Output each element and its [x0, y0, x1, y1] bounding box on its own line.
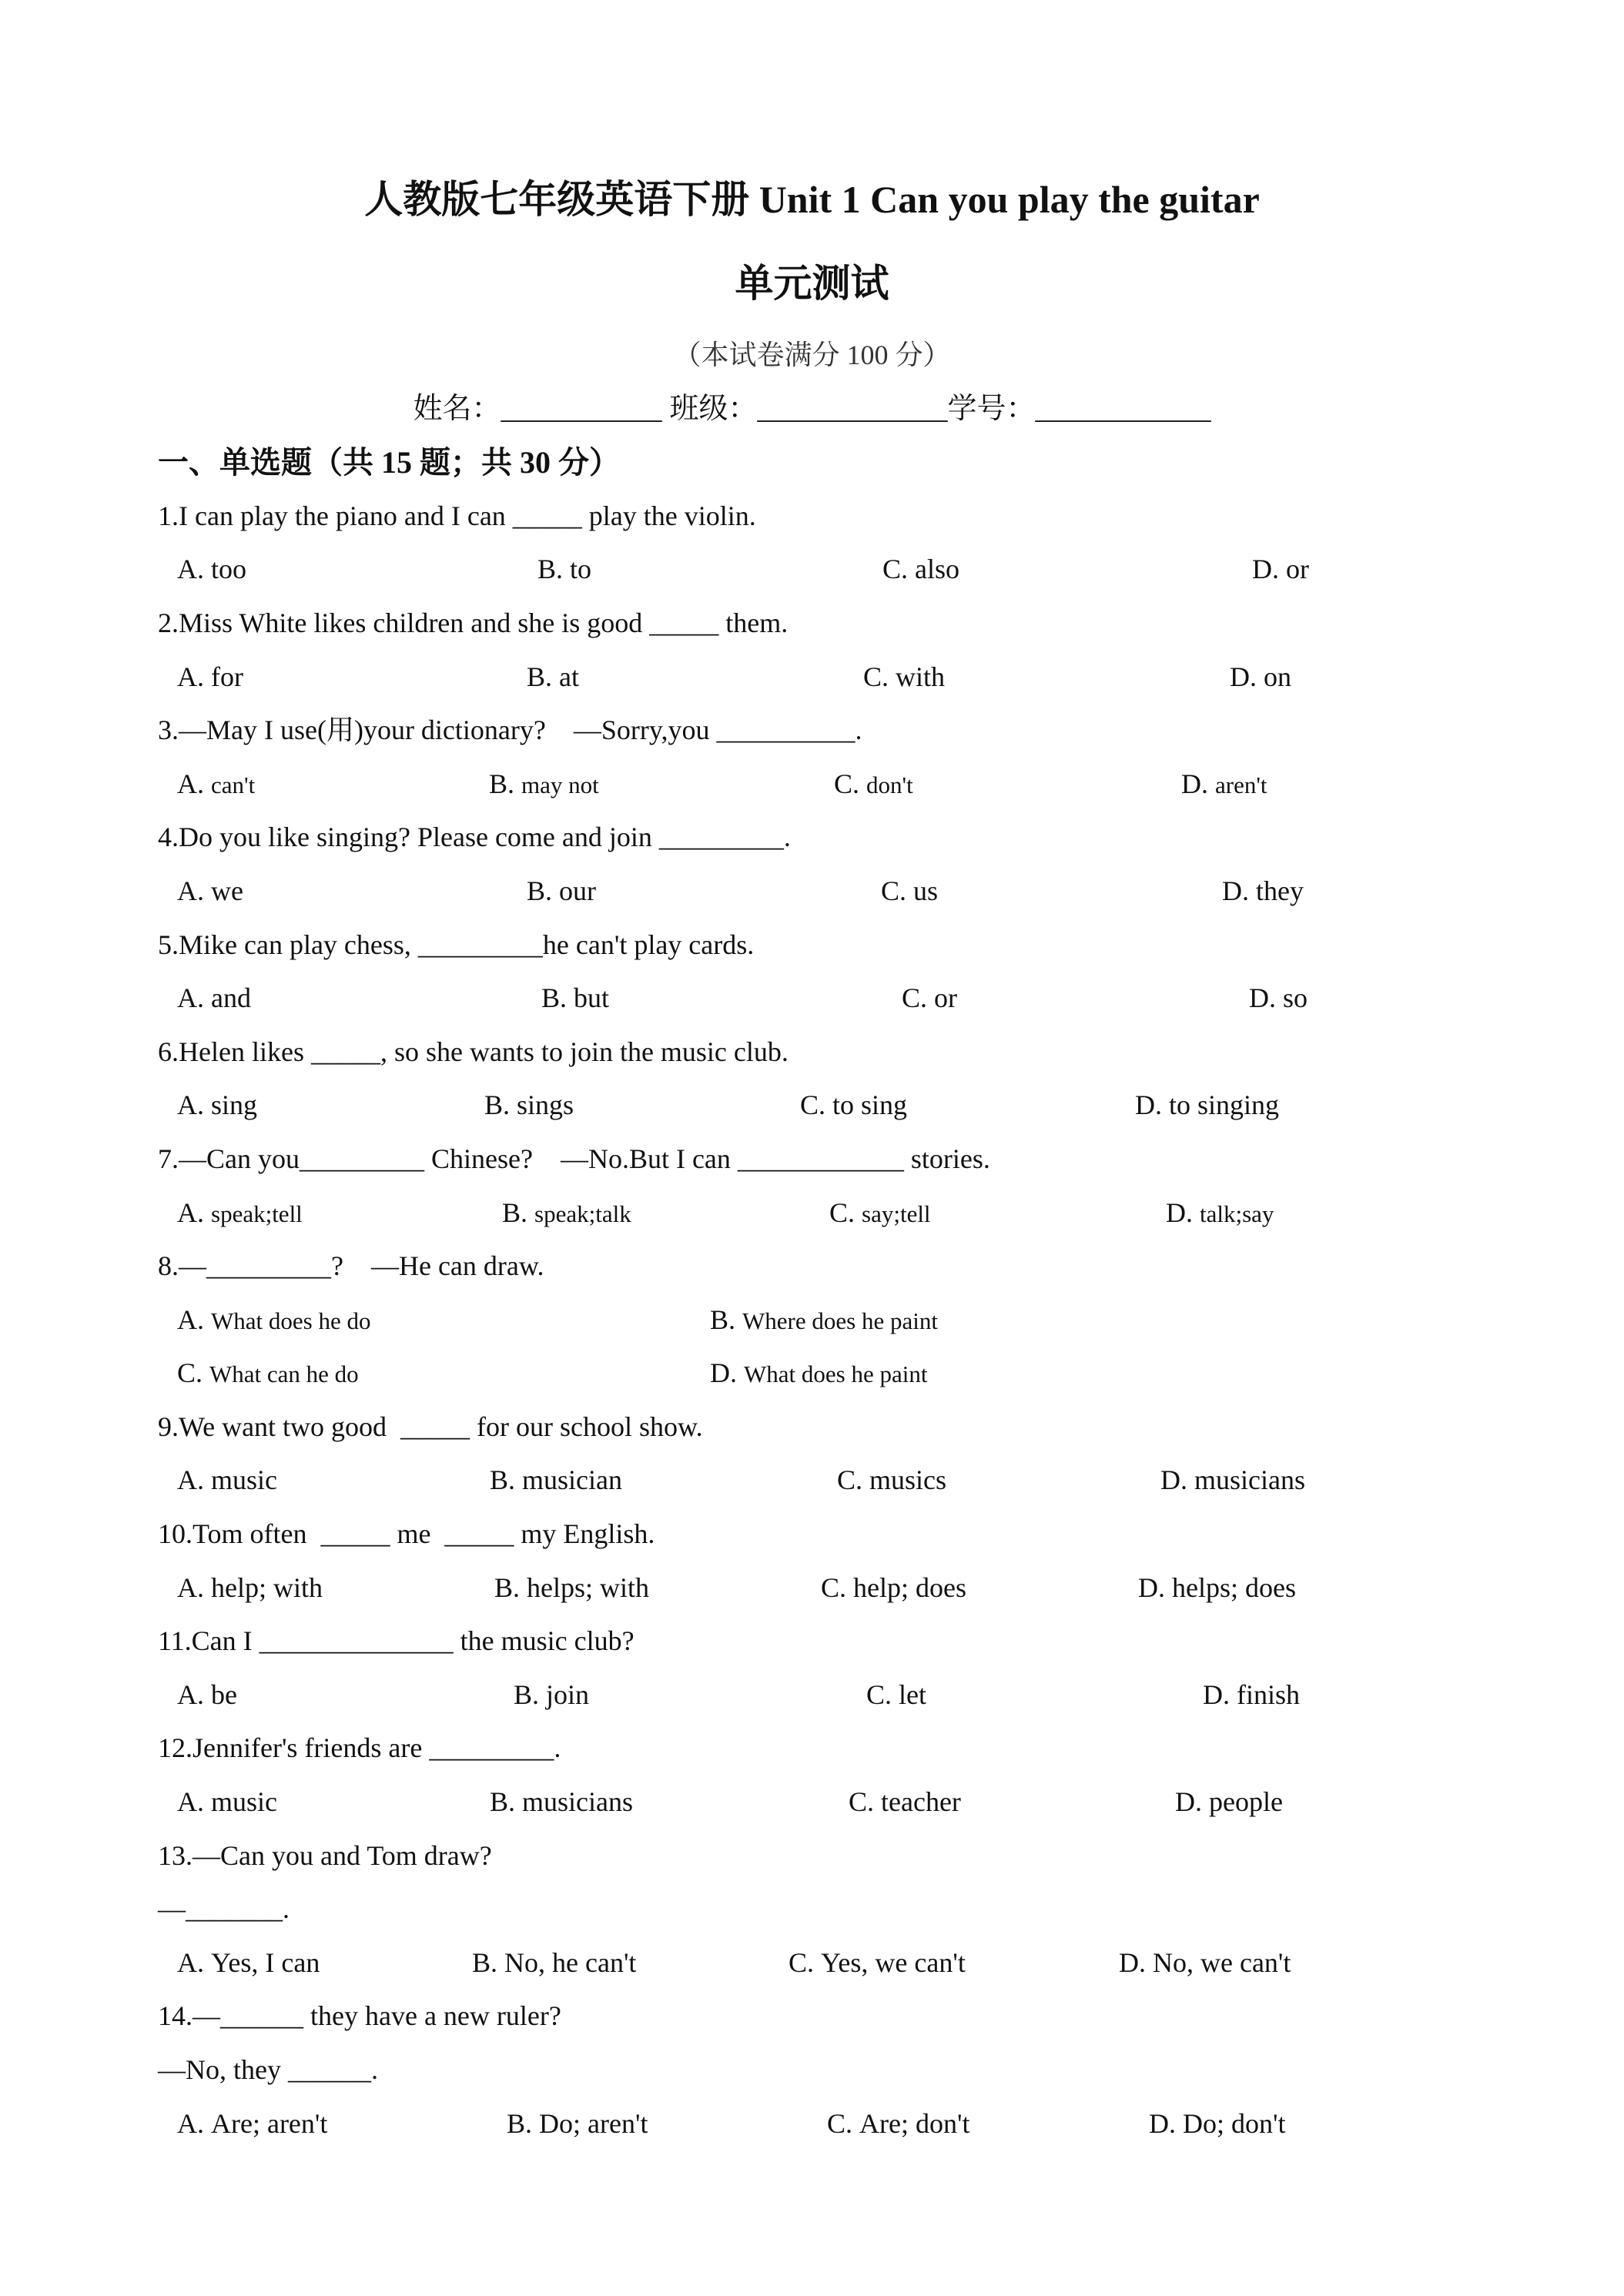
option-letter: D.	[1249, 982, 1276, 1014]
question-stem: 13.—Can you and Tom draw?	[158, 1839, 492, 1871]
option-b	[472, 1936, 636, 1990]
option-letter: C.	[821, 1571, 847, 1603]
question-options	[0, 1561, 1624, 1615]
option-letter: A.	[177, 1089, 204, 1121]
option-a	[177, 651, 243, 705]
option-text: to singing	[1169, 1089, 1280, 1121]
option-d	[1175, 1776, 1283, 1829]
option-d	[1203, 1668, 1300, 1722]
option-letter: D.	[1203, 1678, 1230, 1710]
option-text: but	[574, 982, 610, 1014]
name-label: 姓名：	[413, 392, 501, 425]
option-c	[834, 758, 913, 812]
option-a	[177, 1776, 277, 1829]
option-letter: A.	[177, 875, 204, 906]
option-letter: C.	[800, 1089, 826, 1121]
option-letter: C.	[882, 554, 909, 585]
option-text: musician	[522, 1464, 622, 1496]
option-text: music	[211, 1786, 277, 1818]
question-stem: 4.Do you like singing? Please come and join _________.	[158, 822, 791, 853]
option-text: Where does he paint	[742, 1307, 938, 1334]
option-text: What can he do	[209, 1361, 359, 1388]
option-text: may not	[521, 771, 599, 798]
option-text: What does he paint	[744, 1361, 928, 1388]
option-letter: D.	[1119, 1946, 1146, 1978]
option-b	[502, 1186, 631, 1241]
option-d	[1149, 2097, 1286, 2151]
question-stem: 1.I can play the piano and I can _____ play the violin.	[158, 500, 756, 531]
option-letter: B.	[502, 1197, 528, 1228]
option-c	[829, 1186, 931, 1241]
option-letter: C.	[827, 2107, 853, 2139]
option-a	[177, 1454, 277, 1508]
option-c	[837, 1454, 946, 1508]
option-text: we	[211, 875, 243, 906]
option-text: finish	[1237, 1678, 1301, 1710]
option-text: musics	[869, 1464, 947, 1496]
class-label: 班级：	[669, 392, 758, 425]
question-stem: 8.—_________? —He can draw.	[158, 1250, 544, 1282]
option-letter: A.	[177, 1304, 204, 1335]
option-c	[800, 1079, 907, 1133]
option-c	[902, 972, 957, 1026]
name-blank: ___________	[501, 392, 662, 425]
option-c	[827, 2097, 969, 2151]
option-text: musicians	[1194, 1464, 1305, 1496]
option-text: or	[1286, 554, 1309, 585]
option-text: helps; does	[1172, 1571, 1296, 1603]
option-b	[490, 1776, 633, 1829]
question-stem: 10.Tom often _____ me _____ my English.	[158, 1518, 655, 1550]
option-letter: C.	[863, 661, 889, 692]
option-d	[1119, 1936, 1291, 1990]
option-letter: B.	[494, 1571, 521, 1603]
question-stem: 12.Jennifer's friends are _________.	[158, 1732, 561, 1764]
option-text: What does he do	[211, 1307, 371, 1334]
option-text: Yes, we can't	[821, 1946, 966, 1978]
option-b	[484, 1079, 574, 1133]
option-letter: B.	[514, 1678, 540, 1710]
question-options	[0, 758, 1624, 812]
option-a	[177, 1186, 303, 1241]
option-d	[1249, 972, 1308, 1026]
option-letter: D.	[1181, 768, 1208, 799]
option-letter: B.	[490, 1786, 516, 1818]
option-text: sing	[211, 1089, 258, 1121]
exam-body	[0, 329, 1624, 2150]
question-stem: 6.Helen likes _____, so she wants to join the music club.	[158, 1036, 789, 1067]
option-text: let	[899, 1678, 926, 1710]
option-letter: A.	[177, 1946, 204, 1978]
option-text: to	[570, 554, 592, 585]
option-letter: D.	[1135, 1089, 1162, 1121]
option-text: talk;say	[1200, 1200, 1274, 1227]
exam-subtitle: 单元测试	[735, 262, 889, 305]
option-letter: B.	[507, 2107, 533, 2139]
option-text: speak;talk	[534, 1200, 631, 1227]
option-d	[710, 1347, 927, 1401]
option-c	[881, 865, 938, 919]
option-text: sings	[517, 1089, 574, 1121]
option-text: so	[1283, 982, 1308, 1014]
option-letter: A.	[177, 1786, 204, 1818]
option-letter: C.	[902, 982, 928, 1014]
question-stem: 14.—______ they have a new ruler?	[158, 2000, 561, 2032]
option-letter: D.	[1160, 1464, 1187, 1496]
option-b	[514, 1668, 589, 1722]
option-b	[541, 972, 609, 1026]
option-letter: C.	[177, 1357, 203, 1389]
option-a	[177, 2097, 327, 2151]
option-d	[1252, 543, 1309, 597]
option-b	[710, 1294, 938, 1348]
option-a	[177, 865, 243, 919]
option-letter: B.	[710, 1304, 736, 1335]
option-letter: C.	[834, 768, 860, 799]
option-letter: D.	[1138, 1571, 1165, 1603]
option-letter: D.	[1149, 2107, 1176, 2139]
option-letter: A.	[177, 554, 204, 585]
option-a	[177, 1936, 320, 1990]
question-options	[0, 1776, 1624, 1829]
option-text: music	[211, 1464, 277, 1496]
option-letter: A.	[177, 768, 204, 799]
option-letter: D.	[1222, 875, 1249, 906]
option-d	[1160, 1454, 1305, 1508]
option-b	[507, 2097, 648, 2151]
option-text: people	[1209, 1786, 1283, 1818]
score-note: （本试卷满分 100 分）	[673, 340, 951, 370]
option-letter: B.	[537, 554, 564, 585]
option-text: No, he can't	[504, 1946, 637, 1978]
option-letter: C.	[881, 875, 907, 906]
option-c	[177, 1347, 359, 1401]
option-letter: D.	[1175, 1786, 1202, 1818]
question-options	[0, 972, 1624, 1026]
option-letter: A.	[177, 1571, 204, 1603]
option-c	[863, 651, 945, 705]
option-letter: C.	[829, 1197, 856, 1228]
option-letter: A.	[177, 1197, 204, 1228]
option-d	[1135, 1079, 1279, 1133]
option-letter: B.	[472, 1946, 498, 1978]
option-a	[177, 758, 255, 812]
question-stem: 3.—May I use(用)your dictionary? —Sorry,you __________.	[158, 715, 862, 746]
option-text: musicians	[522, 1786, 633, 1818]
question-stem: 2.Miss White likes children and she is good _____ them.	[158, 607, 789, 638]
option-text: can't	[211, 771, 256, 798]
option-text: speak;tell	[211, 1200, 303, 1227]
option-text: help; with	[211, 1571, 323, 1603]
option-text: say;tell	[862, 1200, 931, 1227]
option-letter: A.	[177, 661, 204, 692]
option-text: be	[211, 1678, 237, 1710]
option-text: they	[1256, 875, 1304, 906]
option-letter: A.	[177, 1464, 204, 1496]
exam-title: 人教版七年级英语下册 Unit 1 Can you play the guitar	[364, 178, 1260, 221]
option-letter: C.	[866, 1678, 892, 1710]
option-text: on	[1264, 661, 1291, 692]
option-text: or	[934, 982, 958, 1014]
option-letter: D.	[1166, 1197, 1193, 1228]
option-text: with	[896, 661, 946, 692]
option-a	[177, 1294, 370, 1348]
option-a	[177, 1561, 323, 1615]
question-stem: —_______.	[158, 1893, 290, 1925]
option-c	[882, 543, 959, 597]
option-text: don't	[866, 771, 913, 798]
option-d	[1230, 651, 1291, 705]
option-d	[1222, 865, 1304, 919]
option-letter: B.	[527, 661, 553, 692]
question-options	[0, 543, 1624, 597]
option-text: also	[915, 554, 960, 585]
question-options	[0, 865, 1624, 919]
option-letter: B.	[541, 982, 568, 1014]
option-b	[537, 543, 591, 597]
option-c	[866, 1668, 926, 1722]
option-text: help; does	[853, 1571, 966, 1603]
option-text: teacher	[881, 1786, 961, 1818]
option-text: at	[559, 661, 579, 692]
option-letter: D.	[1230, 661, 1257, 692]
option-text: Do; don't	[1183, 2107, 1286, 2139]
option-text: Do; aren't	[539, 2107, 648, 2139]
option-d	[1166, 1186, 1274, 1241]
option-d	[1181, 758, 1267, 812]
option-b	[527, 865, 596, 919]
option-letter: B.	[489, 768, 515, 799]
option-a	[177, 1079, 257, 1133]
option-c	[821, 1561, 966, 1615]
option-text: join	[546, 1678, 590, 1710]
option-b	[494, 1561, 649, 1615]
option-text: No, we can't	[1153, 1946, 1291, 1978]
question-stem: 7.—Can you_________ Chinese? —No.But I can ____________ stories.	[158, 1143, 990, 1174]
question-options	[0, 651, 1624, 705]
option-text: us	[913, 875, 939, 906]
question-options	[0, 1294, 1624, 1347]
number-label: 学号：	[947, 392, 1036, 425]
number-blank: ____________	[1035, 392, 1211, 425]
option-a	[177, 1668, 237, 1722]
option-c	[789, 1936, 966, 1990]
option-letter: D.	[710, 1357, 737, 1389]
question-options	[0, 1668, 1624, 1722]
option-text: Are; don't	[859, 2107, 970, 2139]
option-letter: C.	[789, 1946, 815, 1978]
option-c	[849, 1776, 961, 1829]
option-a	[177, 972, 251, 1026]
option-letter: B.	[490, 1464, 516, 1496]
option-text: to sing	[832, 1089, 908, 1121]
option-a	[177, 543, 246, 597]
class-blank: _____________	[757, 392, 948, 425]
section-heading: 一、单选题（共 15 题；共 30 分）	[158, 445, 620, 480]
question-stem: 11.Can I ______________ the music club?	[158, 1625, 635, 1657]
student-info	[0, 383, 1624, 437]
question-stem: 5.Mike can play chess, _________he can't play cards.	[158, 929, 755, 960]
question-options	[0, 2097, 1624, 2151]
question-options	[0, 1936, 1624, 1990]
option-letter: D.	[1252, 554, 1279, 585]
question-stem: 9.We want two good _____ for our school show.	[158, 1411, 703, 1442]
option-text: aren't	[1215, 771, 1267, 798]
option-text: and	[211, 982, 251, 1014]
option-b	[527, 651, 579, 705]
option-letter: A.	[177, 982, 204, 1014]
option-text: helps; with	[527, 1571, 650, 1603]
option-letter: A.	[177, 1678, 204, 1710]
option-letter: B.	[484, 1089, 511, 1121]
question-options	[0, 1186, 1624, 1240]
option-text: for	[211, 661, 243, 692]
option-d	[1138, 1561, 1296, 1615]
option-text: too	[211, 554, 247, 585]
option-b	[489, 758, 599, 812]
option-text: our	[559, 875, 597, 906]
option-text: Are; aren't	[211, 2107, 328, 2139]
option-letter: A.	[177, 2107, 204, 2139]
option-letter: C.	[849, 1786, 875, 1818]
option-b	[490, 1454, 622, 1508]
question-options	[0, 1454, 1624, 1508]
question-options	[0, 1079, 1624, 1133]
option-text: Yes, I can	[211, 1946, 320, 1978]
option-letter: C.	[837, 1464, 863, 1496]
option-letter: B.	[527, 875, 553, 906]
question-stem: —No, they ______.	[158, 2054, 378, 2085]
question-options	[0, 1347, 1624, 1401]
